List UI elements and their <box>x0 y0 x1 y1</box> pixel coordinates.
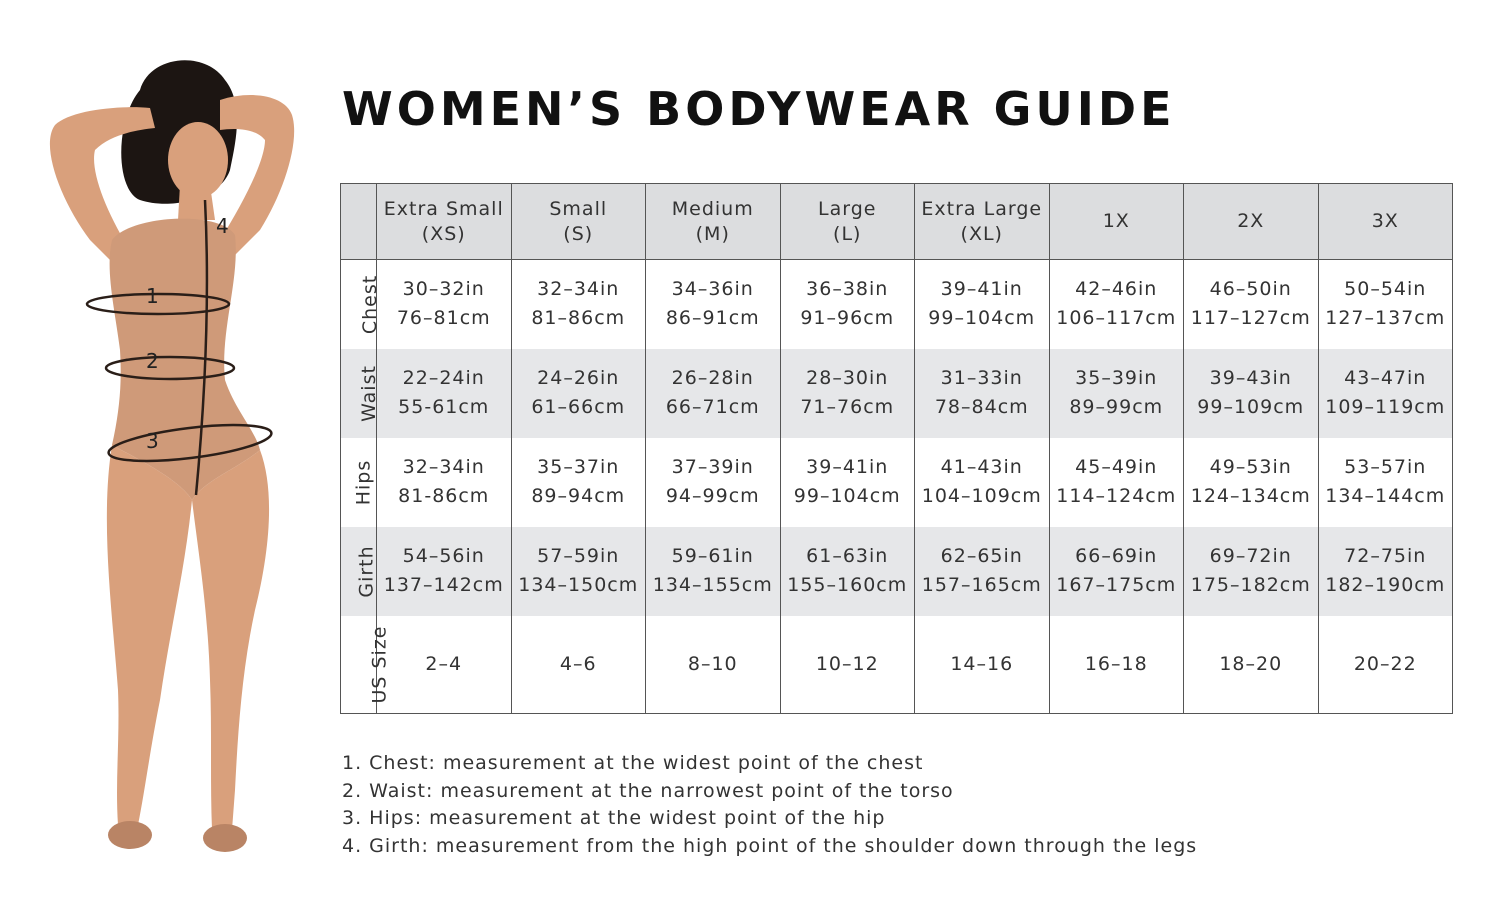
cell-value-cm: 91–96cm <box>800 307 895 330</box>
cell-value-in: 34–36in <box>671 278 754 301</box>
table-cell <box>780 616 915 714</box>
cell-value-in: 35–37in <box>537 456 620 478</box>
cell-value-in: 8–10 <box>687 652 738 675</box>
cell-value-in: 46–50in <box>1209 278 1292 301</box>
table-cell <box>1049 349 1184 438</box>
table-cell <box>915 349 1050 438</box>
cell-value-cm: 114–124cm <box>1056 485 1177 507</box>
cell-value-cm: 137–142cm <box>383 574 504 596</box>
cell-value-in: 16–18 <box>1084 652 1148 675</box>
table-cell <box>511 527 646 616</box>
cell-value-cm: 76–81cm <box>396 307 491 330</box>
left-shoe-shape <box>108 821 152 849</box>
note-item: 4. Girth: measurement from the high point of the shoulder down through the legs <box>342 835 1198 858</box>
cell-value-cm: 175–182cm <box>1190 574 1311 596</box>
table-cell <box>780 527 915 616</box>
row-header <box>341 438 377 527</box>
cell-value-cm: 86–91cm <box>665 307 760 330</box>
cell-value-cm: 134–150cm <box>518 574 639 596</box>
table-cell <box>646 260 781 349</box>
cell-value-in: 53–57in <box>1344 456 1427 478</box>
table-cell <box>377 527 512 616</box>
cell-value-cm: 99–104cm <box>793 485 901 507</box>
table-cell <box>511 438 646 527</box>
table-cell <box>511 349 646 438</box>
cell-value-cm: 157–165cm <box>921 574 1042 596</box>
cell-value-in: 36–38in <box>806 278 889 301</box>
cell-value-in: 59–61in <box>671 545 754 567</box>
row-header-label: Girth <box>355 544 378 598</box>
column-header: 3X <box>1318 184 1453 260</box>
cell-value-in: 2–4 <box>425 652 463 675</box>
table-cell <box>1049 527 1184 616</box>
marker-1: 1 <box>146 284 159 308</box>
cell-value-in: 18–20 <box>1219 652 1283 675</box>
table-cell <box>1049 438 1184 527</box>
table-cell <box>1184 260 1319 349</box>
marker-2: 2 <box>146 349 159 373</box>
cell-value-in: 54–56in <box>402 545 485 567</box>
table-cell <box>377 260 512 349</box>
cell-value-in: 49–53in <box>1209 456 1292 478</box>
table-cell <box>915 616 1050 714</box>
cell-value-cm: 167–175cm <box>1056 574 1177 596</box>
cell-value-in: 24–26in <box>537 367 620 389</box>
cell-value-in: 4–6 <box>559 652 597 675</box>
row-header <box>341 616 391 714</box>
cell-value-cm: 182–190cm <box>1325 574 1446 596</box>
cell-value-cm: 81-86cm <box>398 485 490 507</box>
cell-value-in: 57–59in <box>537 545 620 567</box>
table-cell <box>780 260 915 349</box>
cell-value-in: 50–54in <box>1344 278 1427 301</box>
table-cell <box>646 438 781 527</box>
column-header: Small (S) <box>511 184 646 260</box>
cell-value-in: 14–16 <box>950 652 1014 675</box>
table-cell <box>780 438 915 527</box>
cell-value-in: 35–39in <box>1075 367 1158 389</box>
table-row <box>341 527 1453 616</box>
note-item: 1. Chest: measurement at the widest point of the chest <box>342 752 924 774</box>
cell-value-cm: 134–155cm <box>652 574 773 596</box>
note-item: 2. Waist: measurement at the narrowest point of the torso <box>342 779 954 802</box>
cell-value-in: 30–32in <box>402 278 485 301</box>
table-cell <box>1184 438 1319 527</box>
cell-value-cm: 78–84cm <box>934 396 1029 418</box>
cell-value-in: 72–75in <box>1344 545 1427 567</box>
note-item: 3. Hips: measurement at the widest point of the hip <box>342 807 886 830</box>
column-header: Large (L) <box>780 184 915 260</box>
table-row <box>341 616 1453 714</box>
cell-value-in: 32–34in <box>537 278 620 301</box>
page-title: WOMEN’S BODYWEAR GUIDE <box>342 82 1176 136</box>
column-header: 1X <box>1049 184 1184 260</box>
column-header: Extra Large (XL) <box>915 184 1050 260</box>
cell-value-cm: 124–134cm <box>1190 485 1311 507</box>
cell-value-in: 28–30in <box>806 367 889 389</box>
corner-cell <box>341 184 377 260</box>
row-header <box>341 260 382 349</box>
cell-value-cm: 104–109cm <box>921 485 1042 507</box>
column-header: Medium (M) <box>646 184 781 260</box>
cell-value-cm: 94–99cm <box>665 485 760 507</box>
row-header-label: US Size <box>368 625 391 704</box>
cell-value-in: 45–49in <box>1075 456 1158 478</box>
cell-value-cm: 99–109cm <box>1197 396 1305 418</box>
table-row <box>341 438 1453 527</box>
table-cell <box>1184 349 1319 438</box>
cell-value-in: 26–28in <box>671 367 754 389</box>
table-cell <box>1049 260 1184 349</box>
table-cell <box>511 260 646 349</box>
cell-value-in: 39–41in <box>940 278 1023 301</box>
cell-value-in: 66–69in <box>1075 545 1158 567</box>
table-cell <box>646 349 781 438</box>
table-row <box>341 260 1453 349</box>
cell-value-in: 42–46in <box>1075 278 1158 301</box>
cell-value-cm: 117–127cm <box>1190 307 1311 330</box>
row-header-label: Waist <box>357 364 380 422</box>
table-cell <box>377 616 512 714</box>
cell-value-in: 31–33in <box>940 367 1023 389</box>
neck-shape <box>178 185 215 220</box>
cell-value-in: 10–12 <box>815 652 879 675</box>
row-header-label: Hips <box>352 459 375 505</box>
size-chart-table <box>340 183 1453 714</box>
cell-value-in: 61–63in <box>806 545 889 567</box>
cell-value-cm: 155–160cm <box>787 574 908 596</box>
cell-value-in: 32–34in <box>402 456 485 478</box>
table-cell <box>1184 616 1319 714</box>
table-cell <box>646 616 781 714</box>
row-header <box>341 349 380 438</box>
cell-value-in: 41–43in <box>940 456 1023 478</box>
marker-3: 3 <box>146 429 159 453</box>
model-figure-illustration <box>20 50 320 870</box>
marker-4: 4 <box>216 214 229 238</box>
cell-value-in: 43–47in <box>1344 367 1427 389</box>
left-leg-shape <box>107 445 192 825</box>
table-cell <box>1318 438 1453 527</box>
cell-value-cm: 81–86cm <box>531 307 626 330</box>
row-header <box>341 527 377 616</box>
right-leg-shape <box>192 450 269 830</box>
cell-value-cm: 127–137cm <box>1325 307 1446 330</box>
cell-value-cm: 134–144cm <box>1325 485 1446 507</box>
cell-value-in: 37–39in <box>671 456 754 478</box>
cell-value-in: 22–24in <box>402 367 485 389</box>
table-cell <box>646 527 781 616</box>
cell-value-cm: 109–119cm <box>1325 396 1446 418</box>
table-cell <box>1049 616 1184 714</box>
table-cell <box>377 438 512 527</box>
table-cell <box>1184 527 1319 616</box>
table-cell <box>1318 527 1453 616</box>
table-row <box>341 349 1453 438</box>
cell-value-cm: 71–76cm <box>800 396 895 418</box>
cell-value-in: 69–72in <box>1209 545 1292 567</box>
table-cell <box>1318 349 1453 438</box>
table-body <box>341 260 1453 714</box>
table-cell <box>780 349 915 438</box>
column-header: 2X <box>1184 184 1319 260</box>
table-cell <box>1318 616 1453 714</box>
cell-value-cm: 106–117cm <box>1056 307 1177 330</box>
column-header: Extra Small (XS) <box>377 184 512 260</box>
model-figure-svg <box>20 50 320 870</box>
cell-value-cm: 55-61cm <box>398 396 490 418</box>
table-cell <box>511 616 646 714</box>
measurement-notes <box>342 750 1197 861</box>
right-shoe-shape <box>203 824 247 852</box>
table-cell <box>915 260 1050 349</box>
cell-value-in: 62–65in <box>940 545 1023 567</box>
row-header-label: Chest <box>359 274 382 334</box>
cell-value-in: 39–43in <box>1209 367 1292 389</box>
table-cell <box>1318 260 1453 349</box>
cell-value-in: 20–22 <box>1353 652 1417 675</box>
cell-value-cm: 66–71cm <box>665 396 760 418</box>
cell-value-in: 39–41in <box>806 456 889 478</box>
cell-value-cm: 99–104cm <box>928 307 1036 330</box>
cell-value-cm: 61–66cm <box>531 396 626 418</box>
table-cell <box>915 438 1050 527</box>
table-cell <box>377 349 512 438</box>
cell-value-cm: 89–99cm <box>1069 396 1164 418</box>
cell-value-cm: 89–94cm <box>531 485 626 507</box>
table-cell <box>915 527 1050 616</box>
table-header-row <box>341 184 1453 260</box>
